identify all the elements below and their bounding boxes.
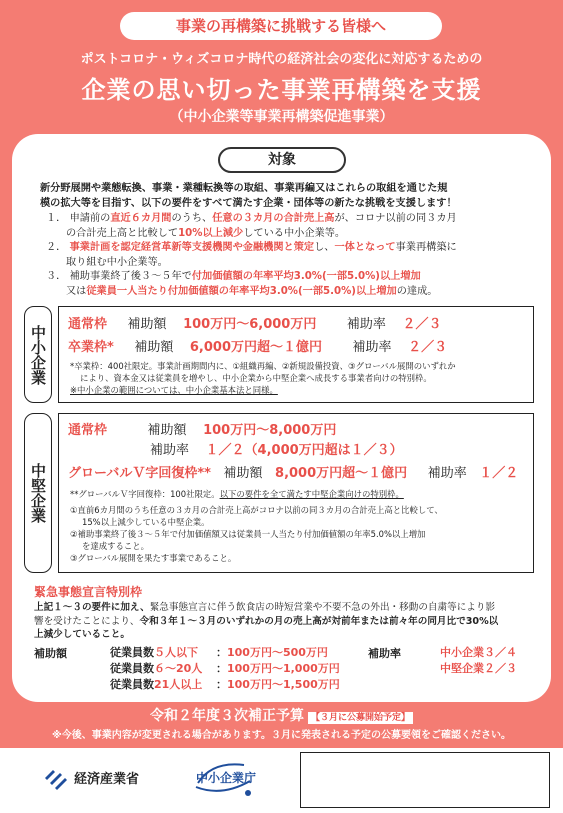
audience-banner: 事業の再構築に挑戦する皆様へ bbox=[120, 12, 442, 40]
midsize-label: 中堅企業 bbox=[24, 413, 52, 573]
meti-logo: 経済産業省 bbox=[42, 764, 139, 790]
emergency-rate-label: 補助率 bbox=[368, 647, 401, 660]
page-subtitle: （中小企業等事業再構築促進事業） bbox=[169, 109, 394, 125]
emergency-row: 従業員数６～20人 ：100万円～1,000万円 bbox=[110, 662, 340, 675]
requirement-1: １． 申請前の直近６カ月間のうち、任意の３カ月の合計売上高が、コロナ以前の同３カ月 の合計売上高と比較して10%以上減少している中小企業等。 bbox=[46, 213, 457, 239]
emergency-rates: 中小企業３／４ 中堅企業２／３ bbox=[440, 646, 517, 675]
sme-normal-row: 通常枠 補助額 100万円～6,000万円 補助率 ２／３ bbox=[68, 317, 442, 332]
requirement-3: ３． 補助事業終了後３～５年で付加価値額の年率平均3.0%(一部5.0%)以上増加 又は従業員一人当たり付加価値額の年率平均3.0%(一部5.0%)以上増加の達成。 bbox=[46, 271, 438, 297]
mid-global-row: グローバルＶ字回復枠** 補助額 8,000万円超～１億円 補助率 １／２ bbox=[68, 466, 519, 481]
notice-text: ※今後、事業内容が変更される場合があります。３月に発表される予定の公募要領をご確認ください。 bbox=[52, 730, 511, 741]
contact-box bbox=[300, 752, 550, 808]
budget-line: 令和２年度３次補正予算 【３月に公募開始予定】 bbox=[0, 705, 563, 725]
mid-normal-rate-row: 補助率 １／２（4,000万円超は１／３） bbox=[150, 443, 403, 458]
emergency-amount-table bbox=[110, 645, 340, 693]
mid-notes: **グローバルＶ字回復枠：100社限定。以下の要件を全て満たす中堅企業向けの特別枠。 ①直前6カ月間のうち任意の３カ月の合計売上高がコロナ以前の同３カ月の合計売上高と比較して、 15%以上減少している中堅企業。 ②補助事業終了後３～５年で付加価値額又は従業員一人当たり付加価値額の年率5.0%以上増加 を達成すること。 ③グローバル展開を果たす事業であること。 bbox=[70, 489, 443, 563]
sme-label: 中小企業 bbox=[24, 306, 52, 403]
mid-normal-amount-row: 通常枠 補助額 100万円～8,000万円 bbox=[68, 423, 337, 438]
emergency-row: 従業員数21人以上 ：100万円～1,500万円 bbox=[110, 678, 340, 691]
emergency-title: 緊急事態宣言特別枠 bbox=[34, 585, 143, 599]
emergency-row: 従業員数５人以下 ：100万円～500万円 bbox=[110, 646, 328, 659]
sme-graduation-row: 卒業枠* 補助額 6,000万円超～１億円 補助率 ２／３ bbox=[68, 340, 448, 355]
target-label: 対象 bbox=[218, 147, 346, 173]
meti-mark-icon bbox=[42, 764, 68, 790]
emergency-amount-label: 補助額 bbox=[34, 647, 67, 660]
emergency-body: 上記１～３の要件に加え、緊急事態宣言に伴う飲食店の時短営業や不要不急の外出・移動の自粛等により影 響を受けたことにより、令和３年１～３月のいずれかの月の売上高が対前年または前々年の同月比で30%以 上減少していること。 bbox=[34, 602, 499, 640]
sme-agency-logo: 中小企業庁 bbox=[192, 757, 258, 799]
target-intro: 新分野展開や業態転換、事業・業種転換等の取組、事業再編又はこれらの取組を通じた規 模の拡大等を目指す、以下の要件をすべて満たす企業・団体等の新たな挑戦を支援します！ bbox=[40, 183, 457, 209]
lead-text: ポストコロナ・ウィズコロナ時代の経済社会の変化に対応するための bbox=[80, 52, 483, 67]
requirement-2: ２． 事業計画を認定経営革新等支援機関や金融機関と策定し、一体となって事業再構築に 取り組む中小企業等。 bbox=[46, 242, 457, 268]
sme-notes: *卒業枠：400社限定。事業計画期間内に、①組織再編、②新規設備投資、③グローバル展開のいずれか により、資本金又は従業員を増やし、中小企業から中堅企業へ成長する事業者向けの特別枠。 ※中小企業の範囲については、中小企業基本法と同様。 bbox=[70, 361, 456, 395]
page-title: 企業の思い切った事業再構築を支援 bbox=[81, 76, 482, 104]
